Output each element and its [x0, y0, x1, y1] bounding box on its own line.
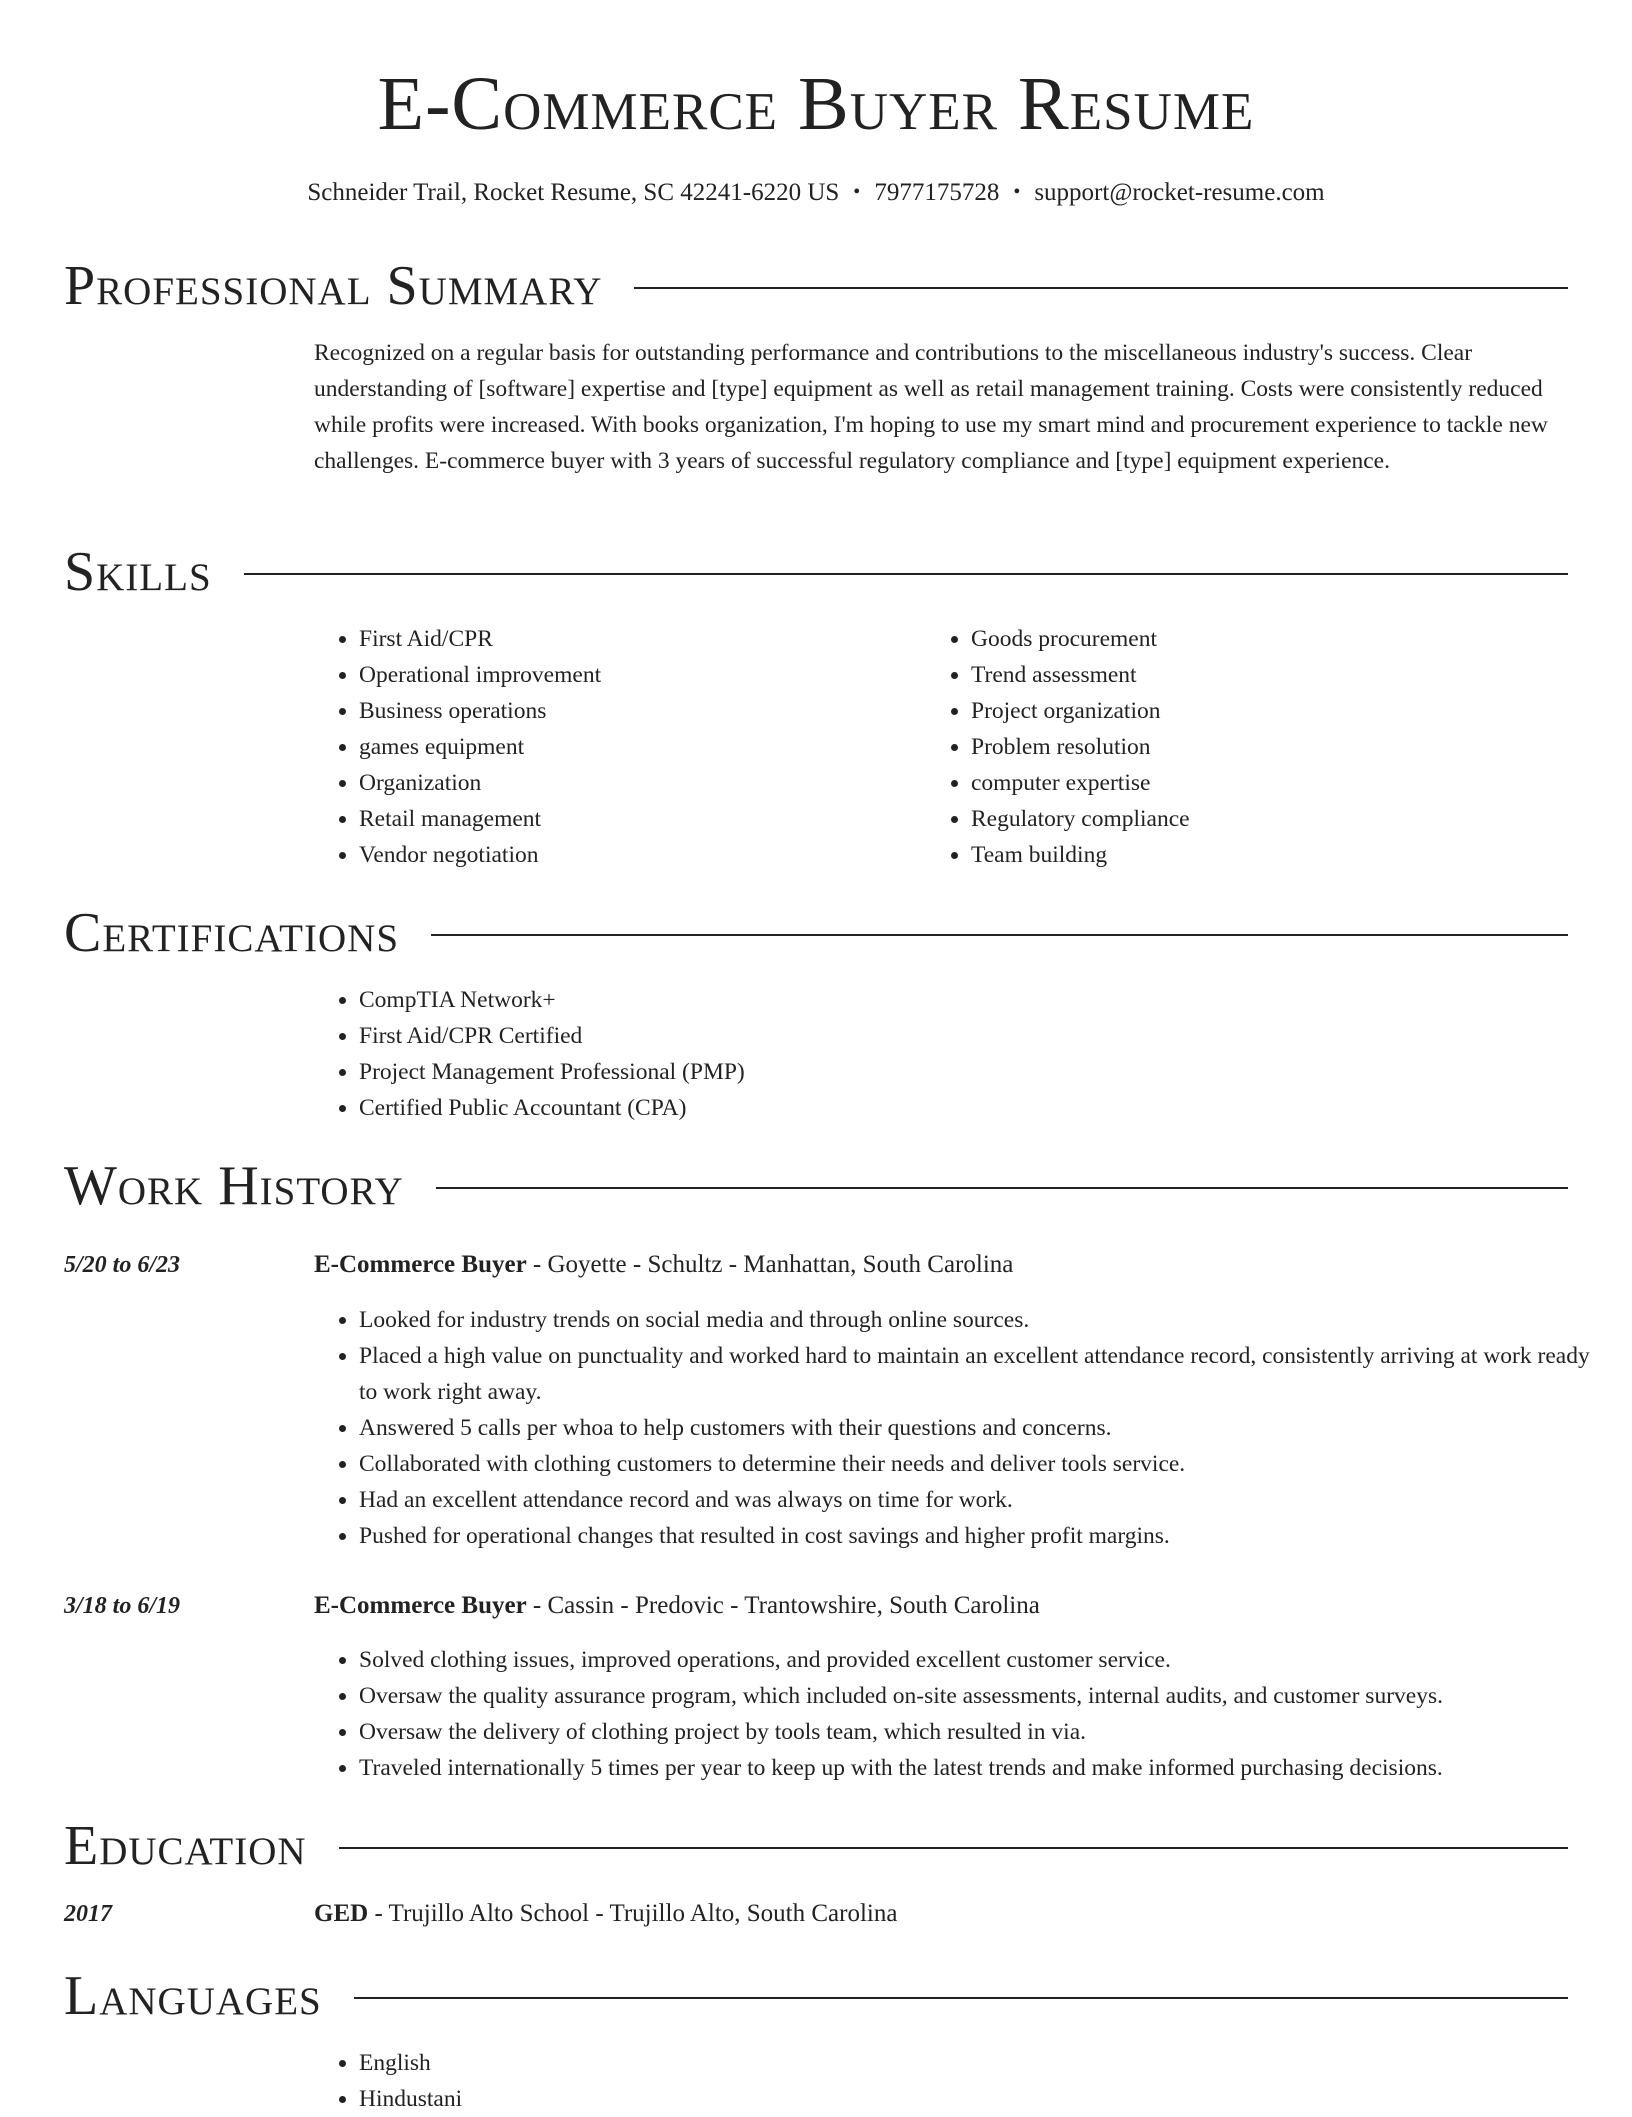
skill-item: • games equipment: [359, 729, 919, 765]
job-title: E-Commerce Buyer: [314, 1251, 527, 1278]
certification-item: • First Aid/CPR Certified: [359, 1018, 1613, 1054]
job-title: E-Commerce Buyer: [314, 1592, 527, 1619]
education-details: - Trujillo Alto School - Trujillo Alto, South Carolina: [368, 1900, 898, 1927]
skills-heading: Skills: [64, 541, 212, 603]
skill-item: • Team building: [971, 837, 1571, 873]
section-divider: [339, 1847, 1568, 1849]
section-divider: [354, 1997, 1568, 1999]
contact-address: Schneider Trail, Rocket Resume, SC 42241-6220 US: [307, 179, 840, 206]
summary-heading: Professional Summary: [64, 255, 603, 317]
summary-text: Recognized on a regular basis for outstanding performance and contributions to the miscellaneous industry's success. Clear understanding of [software] expertise and [type] equipment as well as retail management training. Costs were consistently reduced while profits were increased. With books organization, I'm hoping to use my smart mind and procurement experience to tackle new challenges. E-commerce buyer with 3 years of successful regulatory compliance and [type] equipment experience.: [314, 340, 1548, 474]
resume-title: E-Commerce Buyer Resume: [377, 62, 1255, 146]
job-bullet: • Oversaw the quality assurance program, which included on-site assessments, internal audits, and customer surveys.: [359, 1678, 1613, 1714]
skill-item: • Trend assessment: [971, 657, 1571, 693]
language-item: • Hindustani: [359, 2081, 1613, 2117]
skill-item: • Vendor negotiation: [359, 837, 919, 873]
job-bullet: • Pushed for operational changes that resulted in cost savings and higher profit margins.: [359, 1518, 1613, 1554]
skill-item: • Retail management: [359, 801, 919, 837]
job-bullet: • Answered 5 calls per whoa to help customers with their questions and concerns.: [359, 1410, 1613, 1446]
work-section-header: [64, 1156, 1568, 1216]
job-bullet: • Had an excellent attendance record and was always on time for work.: [359, 1482, 1613, 1518]
certifications-heading: Certifications: [64, 902, 400, 964]
certification-item: • Certified Public Accountant (CPA): [359, 1090, 1613, 1126]
skill-item: • First Aid/CPR: [359, 621, 919, 657]
job-bullet: • Traveled internationally 5 times per year to keep up with the latest trends and make informed purchasing decisions.: [359, 1750, 1613, 1786]
job-bullets: [314, 1642, 1613, 1786]
certification-item: • Project Management Professional (PMP): [359, 1054, 1613, 1090]
job-bullet: • Collaborated with clothing customers to determine their needs and deliver tools service.: [359, 1446, 1613, 1482]
contact-line: [0, 176, 1632, 209]
job-bullets: [314, 1302, 1613, 1554]
job-details: - Cassin - Predovic - Trantowshire, South Carolina: [526, 1592, 1040, 1619]
skill-item: • Business operations: [359, 693, 919, 729]
skills-list-left: [314, 621, 919, 873]
skill-item: • Project organization: [971, 693, 1571, 729]
education-line: [314, 1898, 897, 1930]
work-heading: Work History: [64, 1155, 404, 1217]
skill-item: • Problem resolution: [971, 729, 1571, 765]
job-dates: 3/18 to 6/19: [64, 1593, 181, 1619]
languages-heading: Languages: [64, 1965, 322, 2027]
education-degree: GED: [314, 1900, 369, 1927]
job-bullet: • Solved clothing issues, improved operations, and provided excellent customer service.: [359, 1642, 1613, 1678]
certifications-list: [314, 982, 1613, 1126]
languages-section-header: [64, 1966, 1568, 2026]
summary-section-header: [64, 256, 1568, 316]
skills-section-header: [64, 542, 1568, 602]
education-year: 2017: [64, 1901, 112, 1927]
section-divider: [634, 287, 1568, 289]
job-bullet: • Placed a high value on punctuality and worked hard to maintain an excellent attendance record, consistently arriving at work ready to work right away.: [359, 1338, 1613, 1410]
education-heading: Education: [64, 1815, 307, 1877]
skills-list-right: [926, 621, 1571, 873]
education-section-header: [64, 1816, 1568, 1876]
skill-item: • Organization: [359, 765, 919, 801]
job-heading: [314, 1590, 1040, 1622]
contact-email: support@rocket-resume.com: [1034, 179, 1325, 206]
section-divider: [431, 934, 1568, 936]
job-bullet: • Oversaw the delivery of clothing project by tools team, which resulted in via.: [359, 1714, 1613, 1750]
contact-phone: 7977175728: [874, 179, 1000, 206]
skill-item: • Regulatory compliance: [971, 801, 1571, 837]
job-bullet: • Looked for industry trends on social media and through online sources.: [359, 1302, 1613, 1338]
skill-item: • Operational improvement: [359, 657, 919, 693]
skill-item: • computer expertise: [971, 765, 1571, 801]
certifications-section-header: [64, 903, 1568, 963]
section-divider: [244, 573, 1568, 575]
section-divider: [436, 1187, 1568, 1189]
job-details: - Goyette - Schultz - Manhattan, South Carolina: [526, 1251, 1014, 1278]
contact-separator: •: [853, 181, 861, 203]
language-item: • English: [359, 2045, 1613, 2081]
job-dates: 5/20 to 6/23: [64, 1252, 181, 1278]
skill-item: • Goods procurement: [971, 621, 1571, 657]
certification-item: • CompTIA Network+: [359, 982, 1613, 1018]
contact-separator: •: [1013, 181, 1021, 203]
languages-list: [314, 2045, 1613, 2117]
job-heading: [314, 1249, 1013, 1281]
